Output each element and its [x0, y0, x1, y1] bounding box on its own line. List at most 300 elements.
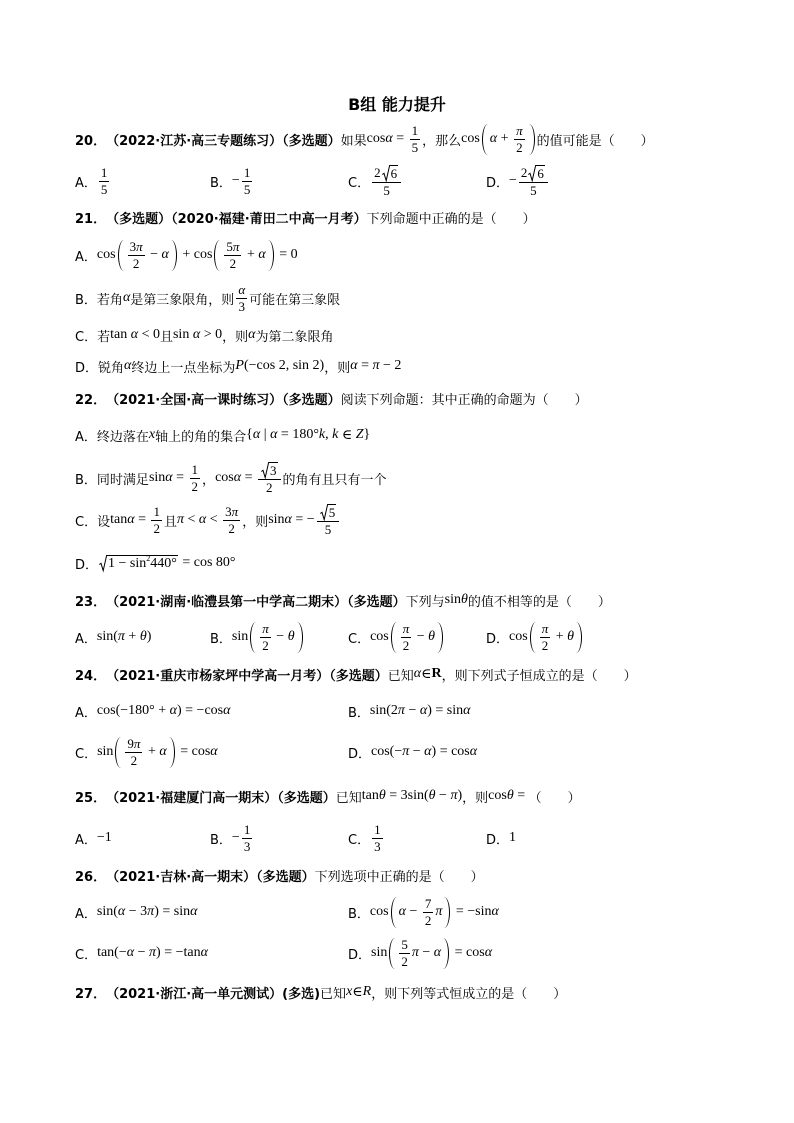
option-label: A．	[75, 175, 97, 191]
math-variable: x	[148, 427, 156, 442]
math-variable: α	[489, 131, 498, 146]
math-variable: α	[233, 470, 242, 485]
math-text: tan	[110, 512, 128, 527]
option-c	[348, 818, 385, 858]
text-run: 下列与	[405, 594, 445, 610]
option-content	[371, 938, 492, 969]
fraction-numerator	[99, 166, 110, 182]
text-run: 1	[153, 503, 160, 519]
option-c	[75, 732, 218, 772]
math-variable: θ	[506, 788, 514, 803]
math-variable: θ	[139, 629, 147, 644]
option-content	[97, 629, 151, 645]
option-a	[75, 415, 755, 455]
text-run: 1	[243, 821, 251, 837]
math-variable: π	[541, 620, 549, 636]
fraction	[151, 505, 162, 536]
question-number: 26．	[75, 869, 107, 885]
math-text: = −sin	[452, 904, 492, 919]
text-run: ，则	[462, 790, 489, 806]
parenthesized-group	[388, 938, 450, 969]
option-label: B．	[210, 832, 232, 848]
math-variable: π	[232, 238, 240, 254]
option-c	[348, 617, 445, 657]
radicand	[536, 165, 545, 181]
text-run: 440°	[150, 556, 177, 571]
option-d	[486, 161, 550, 201]
math-text: −	[509, 173, 517, 188]
fraction-denominator	[236, 299, 247, 314]
math-text: ) = −cos	[176, 703, 224, 718]
fraction	[410, 124, 421, 155]
text-run: 5	[411, 139, 419, 155]
math-variable: π	[149, 945, 157, 960]
fraction-denominator	[372, 183, 401, 198]
question-22	[75, 378, 755, 418]
math-variable: π	[262, 620, 269, 636]
text-run: 1	[243, 164, 251, 180]
math-variable: α	[258, 247, 266, 262]
question-20-options	[75, 161, 755, 201]
fraction-numerator	[423, 897, 434, 913]
math-text: −	[405, 904, 421, 919]
option-label: D．	[348, 947, 372, 963]
math-variable: π	[516, 122, 523, 138]
option-label: A．	[75, 906, 97, 922]
radical-stroke	[320, 504, 328, 519]
math-variable: α	[210, 744, 218, 759]
math-variable: π	[117, 629, 125, 644]
math-text: = cos	[176, 744, 211, 759]
option-content	[509, 830, 516, 846]
math-text: sin	[231, 629, 249, 644]
fraction-numerator	[410, 124, 421, 140]
text-run: 3	[238, 298, 245, 314]
fraction-numerator	[514, 124, 525, 140]
option-a	[75, 235, 755, 275]
math-variable: θ	[428, 788, 436, 803]
radical-sign-shape	[528, 165, 536, 181]
text-run: 若角	[96, 292, 123, 308]
option-b	[348, 892, 499, 932]
radical-stroke	[529, 165, 537, 180]
option-label: B．	[75, 292, 97, 308]
math-variable: α	[424, 744, 432, 759]
fraction	[317, 504, 340, 537]
math-text: +	[124, 629, 140, 644]
math-text: 1	[509, 830, 517, 845]
math-variable: α	[126, 945, 135, 960]
question-number: 23．	[75, 594, 107, 610]
math-text: −	[418, 945, 434, 960]
text-run: 2	[520, 164, 528, 180]
text-run: 已知	[320, 986, 347, 1002]
question-24-options-row-2	[75, 732, 755, 772]
math-text: −1	[96, 830, 112, 845]
fraction	[236, 283, 247, 314]
math-text: cos	[215, 470, 234, 485]
fraction-denominator	[190, 479, 201, 494]
option-a	[75, 818, 112, 858]
radicand	[328, 504, 337, 520]
text-run: 2	[191, 478, 199, 494]
math-variable: θ	[378, 788, 386, 803]
square-root	[320, 504, 337, 520]
fraction-numerator	[519, 165, 548, 183]
option-b	[210, 818, 254, 858]
math-text: tan(−	[97, 945, 127, 960]
radical-sign	[382, 165, 390, 181]
math-text: > 0	[200, 327, 223, 342]
math-text: cos(−	[371, 744, 403, 759]
text-run: 7	[424, 895, 432, 911]
fraction	[401, 622, 412, 653]
math-variable: α	[127, 512, 135, 527]
math-text: = 3sin(	[385, 788, 429, 803]
option-label: B．	[75, 472, 97, 488]
option-content	[97, 830, 112, 846]
option-a	[75, 691, 230, 731]
fraction-denominator	[410, 140, 421, 155]
option-label: C．	[348, 631, 371, 647]
option-label: A．	[75, 705, 97, 721]
option-b	[348, 691, 470, 731]
text-run: 2	[153, 520, 160, 536]
math-text: cos	[366, 131, 386, 146]
option-label: D．	[486, 175, 510, 191]
radical-stroke	[99, 556, 107, 571]
text-run: 2	[424, 912, 432, 928]
math-variable: α	[433, 945, 442, 960]
question-27	[75, 972, 755, 1012]
fraction-numerator	[224, 240, 241, 256]
text-run: 轴上的角的集合	[155, 429, 247, 445]
option-content	[370, 622, 445, 653]
math-variable: π	[450, 788, 458, 803]
option-label: D．	[75, 360, 99, 376]
option-label: A．	[75, 631, 97, 647]
option-c	[348, 161, 403, 201]
radical-sign	[261, 462, 269, 478]
text-run: 且	[159, 329, 173, 345]
math-text: sin(	[96, 904, 118, 919]
text-run: 2	[541, 637, 549, 653]
text-run: 已知	[387, 668, 414, 684]
math-text: = −	[291, 512, 315, 527]
option-content	[97, 703, 231, 719]
math-text: cos(−180° +	[96, 703, 170, 718]
question-stem	[336, 787, 581, 806]
math-text: = 180°	[277, 427, 319, 442]
fraction-denominator	[128, 256, 145, 271]
math-text: ∈	[421, 666, 432, 682]
math-variable: θ	[567, 629, 574, 644]
text-run: 1	[411, 122, 419, 138]
option-label: D．	[75, 557, 99, 573]
fraction-denominator	[242, 839, 253, 854]
text-run: 2	[374, 164, 381, 180]
math-variable: θ	[287, 629, 295, 644]
fraction-numerator	[242, 823, 253, 839]
text-run: 5	[401, 936, 408, 952]
question-23-options	[75, 617, 755, 657]
math-text: {	[246, 427, 253, 442]
option-content	[97, 945, 208, 961]
math-text: =	[357, 358, 373, 373]
fraction-numerator	[151, 505, 162, 521]
math-text: |	[260, 427, 271, 442]
math-variable: α	[491, 904, 499, 919]
text-run: （ ）	[528, 790, 581, 806]
option-content	[97, 426, 370, 445]
section-title: B组 能力提升	[348, 95, 446, 114]
option-c	[75, 500, 755, 540]
question-20	[75, 119, 755, 159]
math-variable: π	[147, 904, 155, 919]
math-text: +	[243, 247, 259, 262]
fraction	[372, 165, 401, 198]
fraction-numerator	[128, 240, 145, 256]
math-variable: α	[169, 703, 177, 718]
text-run: 可能在第三象限	[249, 292, 341, 308]
text-run: 3	[374, 838, 381, 854]
math-variable: α	[385, 131, 393, 146]
option-label: B．	[210, 631, 232, 647]
math-text: −	[231, 830, 240, 845]
text-run: 终边上一点坐标为	[131, 360, 236, 376]
text-run: 同时满足	[96, 472, 149, 488]
question-23	[75, 580, 755, 620]
fraction-denominator	[223, 521, 240, 536]
text-run: 5	[243, 181, 251, 197]
math-text: −	[231, 173, 240, 188]
math-text: sin	[371, 945, 388, 960]
radical-stroke	[261, 462, 269, 477]
question-stem	[388, 665, 637, 684]
fraction-denominator	[401, 638, 412, 653]
question-source: （2021·重庆市杨家坪中学高一月考）（多选题）	[106, 668, 388, 684]
option-a	[75, 617, 151, 657]
option-d	[75, 543, 755, 583]
option-label: B．	[210, 175, 232, 191]
text-run: 2	[262, 637, 269, 653]
radical-sign-shape	[382, 165, 390, 181]
text-run: 2	[229, 255, 237, 271]
math-variable: α	[124, 358, 132, 373]
math-variable: α	[159, 744, 167, 759]
math-text: =	[513, 788, 529, 803]
option-label: D．	[486, 631, 510, 647]
option-content	[232, 823, 254, 854]
text-run: 的值不相等的是（ ）	[467, 594, 611, 610]
parenthesized-group	[213, 240, 274, 271]
math-text: −	[409, 744, 425, 759]
parenthesized-group	[117, 240, 178, 271]
math-variable: θ	[428, 629, 436, 644]
text-run: 为第二象限角	[255, 329, 334, 345]
option-label: A．	[75, 249, 97, 265]
fraction	[223, 505, 240, 536]
math-variable: π	[136, 238, 143, 254]
text-run: 5	[324, 521, 332, 537]
text-run: ，则下列式子恒成立的是（ ）	[441, 668, 637, 684]
square-root	[528, 165, 545, 181]
text-run: ，则下列等式恒成立的是（ ）	[371, 986, 567, 1002]
question-25	[75, 776, 755, 816]
option-content	[98, 357, 401, 376]
math-variable: π	[397, 703, 405, 718]
text-run: 2	[228, 520, 235, 536]
question-source: （2021·全国·高一课时练习）（多选题）	[106, 392, 341, 408]
math-variable: α	[117, 904, 126, 919]
fraction-numerator	[317, 504, 340, 522]
math-text: ) = sin	[154, 904, 191, 919]
fraction-numerator	[399, 938, 410, 954]
parenthesized-group	[390, 622, 444, 653]
text-run: 2	[401, 953, 408, 969]
option-b	[210, 617, 305, 657]
option-label: D．	[486, 832, 510, 848]
math-variable: Z	[355, 427, 364, 442]
radical-sign	[320, 504, 328, 520]
math-variable: α	[248, 327, 256, 342]
fraction	[540, 622, 551, 653]
option-label: A．	[75, 429, 97, 445]
math-variable: α	[398, 904, 406, 919]
text-run: 若	[97, 329, 111, 345]
math-text: ) = sin	[427, 703, 464, 718]
math-variable: π	[402, 744, 410, 759]
fraction	[372, 823, 383, 854]
math-text: <	[206, 512, 222, 527]
fraction-denominator	[317, 522, 340, 537]
math-text: =	[241, 470, 256, 485]
math-text: sin(	[96, 629, 118, 644]
math-variable: θ	[461, 592, 468, 607]
math-text: ) = −tan	[156, 945, 201, 960]
question-source: （2021·湖南·临澧县第一中学高二期末）（多选题）	[106, 594, 406, 610]
radical-sign-shape	[320, 504, 328, 520]
option-content	[97, 166, 112, 197]
math-text: −	[404, 703, 420, 718]
math-text: = 0	[275, 247, 298, 262]
math-text: ,	[325, 427, 333, 442]
math-variable: π	[231, 503, 239, 519]
option-label: D．	[348, 746, 372, 762]
fraction-numerator	[190, 463, 201, 479]
math-variable: α	[223, 703, 231, 718]
option-content	[97, 240, 298, 271]
math-variable: α	[469, 744, 478, 759]
question-26	[75, 855, 755, 895]
math-variable: α	[350, 358, 358, 373]
math-text: −	[435, 788, 451, 803]
math-variable: π	[176, 512, 184, 527]
math-variable: α	[192, 327, 201, 342]
question-21	[75, 197, 755, 237]
math-text: cos	[488, 788, 507, 803]
math-variable: α	[122, 290, 131, 305]
superscript: 2	[146, 554, 151, 563]
math-variable: R	[362, 984, 372, 999]
math-variable: α	[190, 904, 198, 919]
fraction	[242, 166, 253, 197]
text-run: 的值可能是（ ）	[536, 133, 654, 149]
option-content	[97, 737, 218, 768]
math-text: < 0	[138, 327, 160, 342]
text-run: 2	[130, 752, 138, 768]
math-text: −	[134, 945, 150, 960]
fraction	[423, 897, 434, 928]
math-text: = cos 80°	[178, 555, 236, 570]
math-variable: k	[332, 427, 339, 442]
math-variable: α	[165, 470, 173, 485]
question-24-options-row-1	[75, 691, 755, 731]
math-text: }	[363, 427, 371, 442]
parenthesized-group	[481, 124, 536, 155]
question-number: 21．	[75, 211, 107, 227]
math-text: = cos	[451, 945, 485, 960]
math-text: sin	[268, 512, 285, 527]
text-run: 2	[516, 139, 523, 155]
math-variable: α	[463, 703, 471, 718]
option-label: C．	[75, 514, 98, 530]
text-run: 3	[270, 462, 277, 478]
fraction-numerator	[125, 737, 142, 753]
math-text: +	[552, 629, 568, 644]
text-run: 5	[100, 181, 108, 197]
math-text: cos	[96, 247, 116, 262]
fraction-denominator	[399, 954, 410, 969]
question-26-options-row-2	[75, 933, 755, 973]
text-run: 1	[100, 164, 108, 180]
math-text: cos	[369, 904, 389, 919]
math-text: +	[497, 131, 513, 146]
math-text: + cos	[178, 247, 213, 262]
math-variable: π	[372, 358, 380, 373]
math-variable: π	[411, 945, 419, 960]
option-label: C．	[75, 947, 98, 963]
radical-sign-shape	[261, 462, 269, 478]
radical-sign	[528, 165, 536, 181]
math-text: sin	[148, 470, 166, 485]
radicand	[269, 462, 278, 478]
option-b	[75, 278, 755, 318]
math-text: −	[413, 629, 429, 644]
text-run: 1	[374, 821, 381, 837]
option-content	[232, 166, 254, 197]
option-content	[370, 897, 499, 928]
question-source: （2021·吉林·高一期末）（多选题）	[106, 869, 315, 885]
option-label: C．	[75, 329, 98, 345]
fraction-numerator	[223, 505, 240, 521]
fraction	[125, 737, 142, 768]
text-run: ，则	[242, 514, 269, 530]
fraction	[128, 240, 145, 271]
text-run: 且	[163, 514, 177, 530]
parenthesized-group	[529, 622, 583, 653]
question-source: （2021·浙江·高一单元测试）(多选)	[106, 986, 321, 1002]
fraction-numerator	[540, 622, 551, 638]
question-number: 25．	[75, 790, 107, 806]
math-text: sin	[444, 592, 462, 607]
text-run: 阅读下列命题：其中正确的命题为（ ）	[340, 392, 588, 408]
option-label: B．	[348, 906, 370, 922]
math-text: =	[134, 512, 150, 527]
radicand	[107, 555, 178, 571]
math-text: ∈	[352, 984, 363, 1000]
fraction-numerator	[236, 283, 247, 299]
